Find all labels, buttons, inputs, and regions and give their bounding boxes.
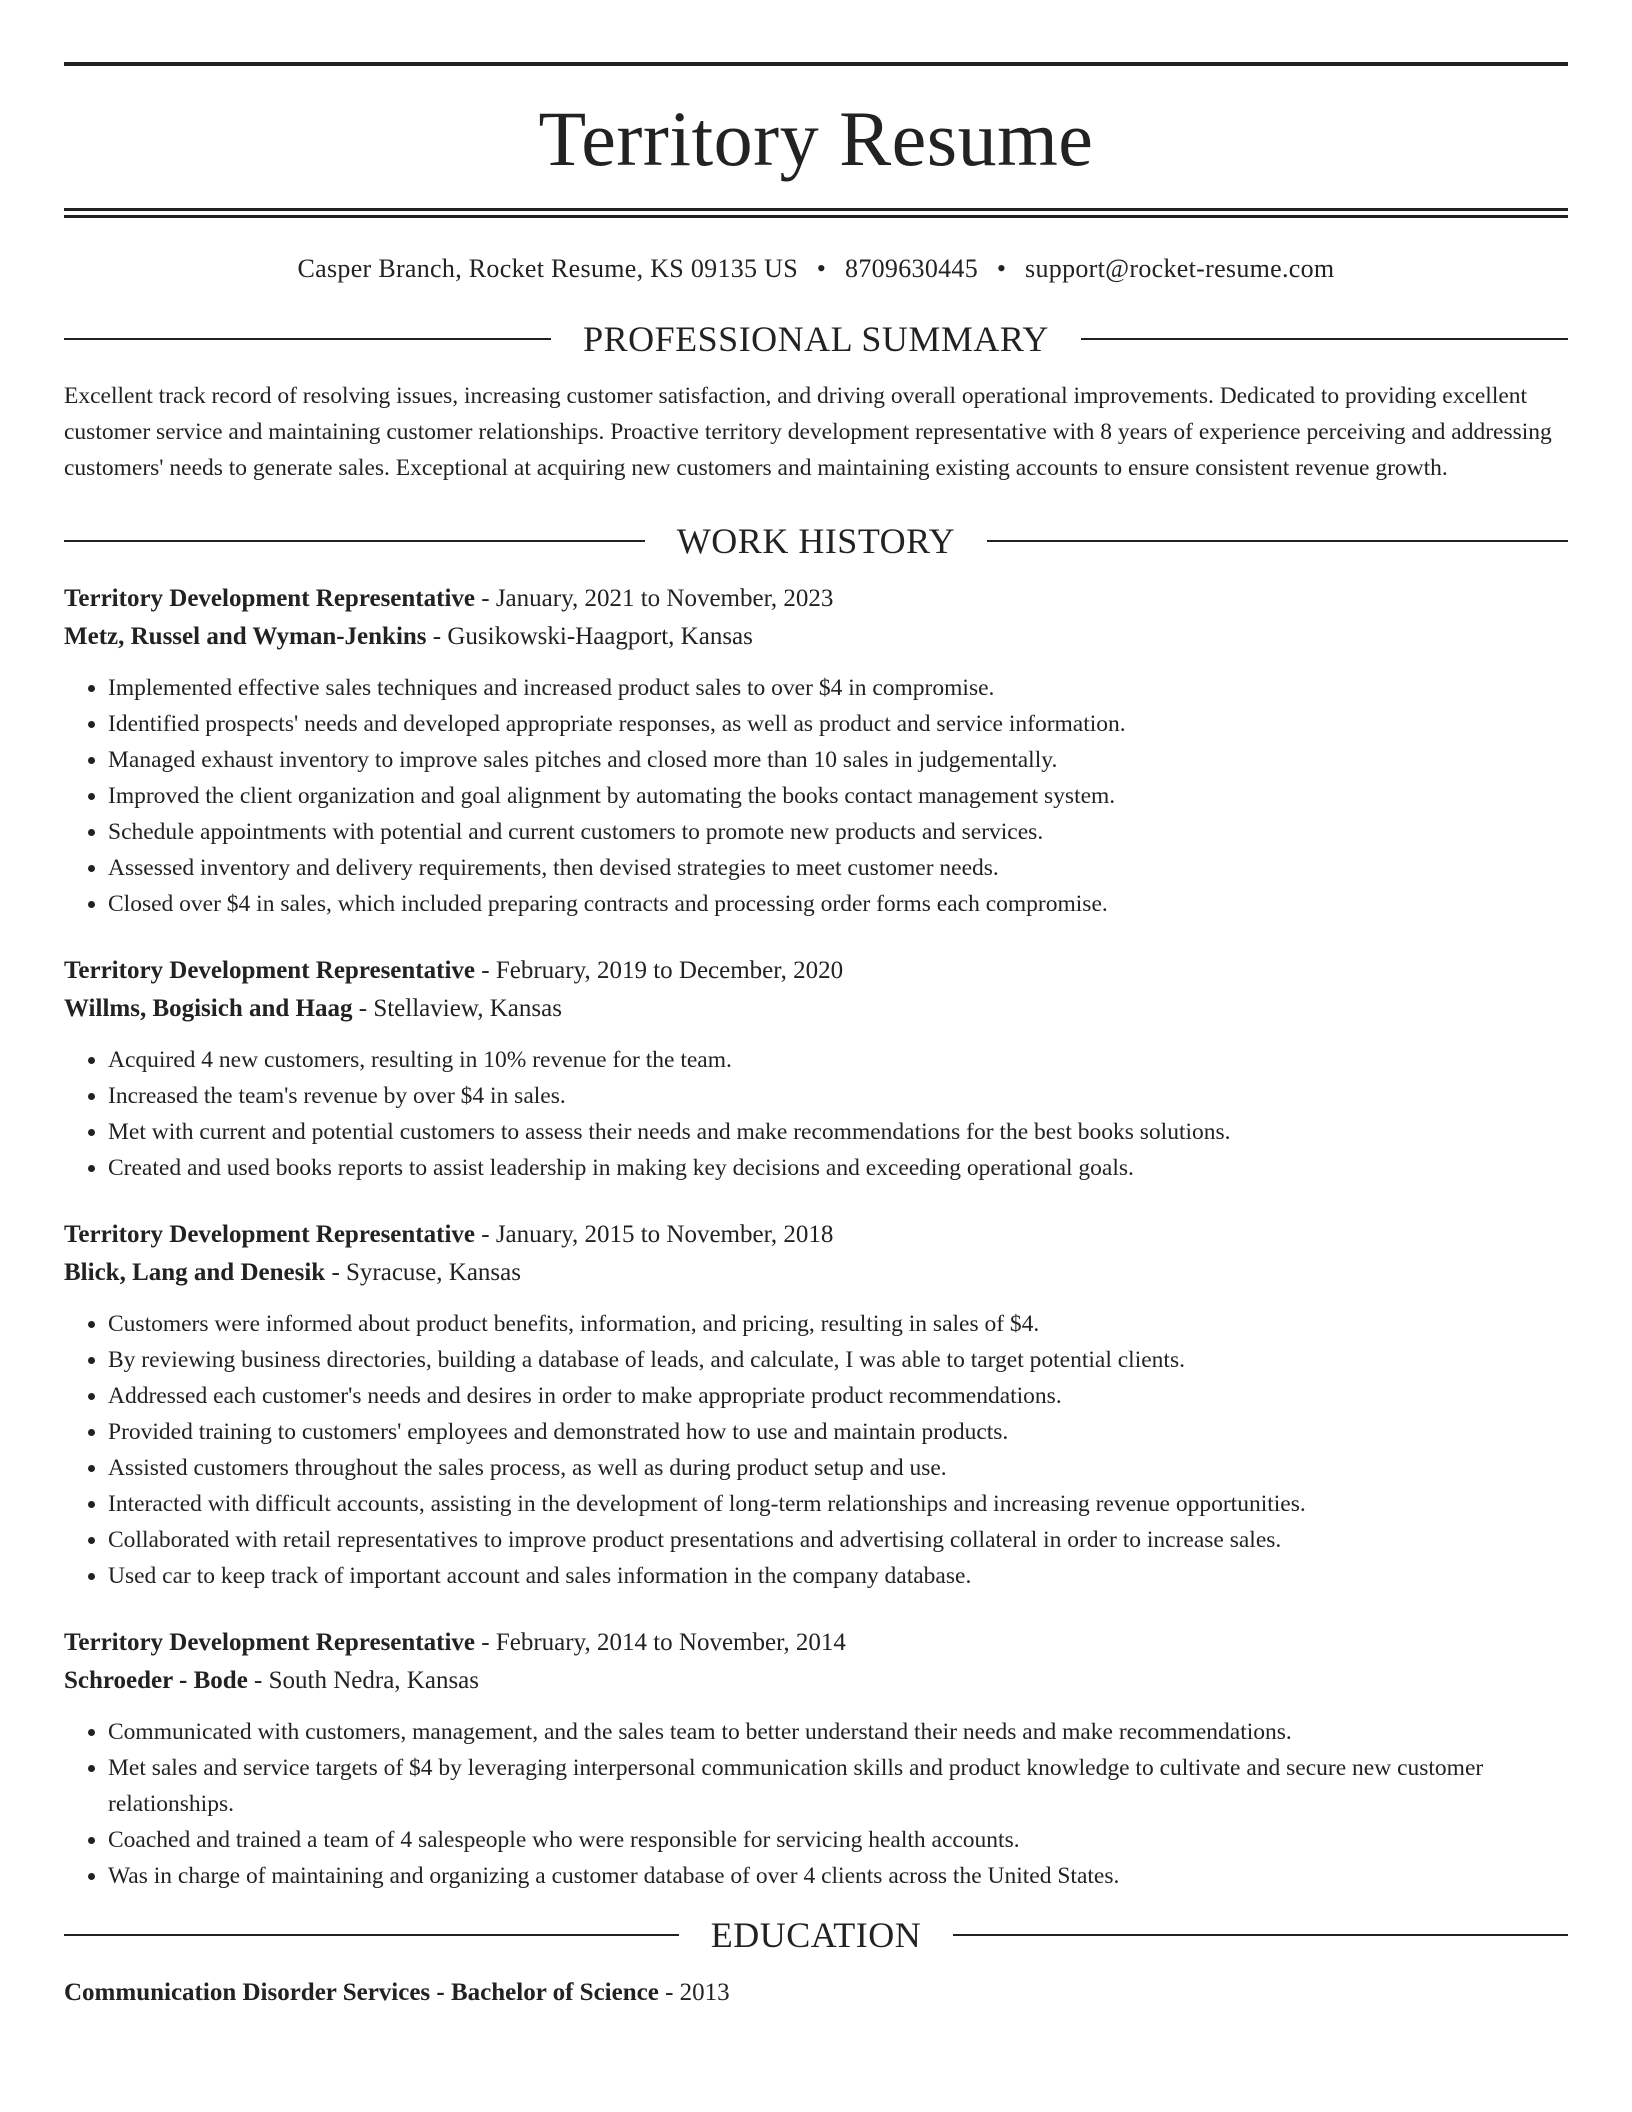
top-rule — [64, 62, 1568, 66]
job-bullet: • By reviewing business directories, building a database of leads, and calculate, I was able to target potential clients. — [108, 1342, 1568, 1378]
job-bullet: • Communicated with customers, management, and the sales team to better understand their needs and make recommendations. — [108, 1714, 1568, 1750]
job-dates: - February, 2014 to November, 2014 — [481, 1629, 846, 1656]
job-bullet: • Met with current and potential customers to assess their needs and make recommendations for the best books solutions. — [108, 1114, 1568, 1150]
job-company-line — [64, 1662, 1568, 1700]
job-bullet: • Created and used books reports to assist leadership in making key decisions and exceeding operational goals. — [108, 1150, 1568, 1186]
job-bullet: • Acquired 4 new customers, resulting in 10% revenue for the team. — [108, 1042, 1568, 1078]
summary-text: Excellent track record of resolving issues, increasing customer satisfaction, and driving overall operational improvements. Dedicated to providing excellent customer service and maintaining customer relationships. Proactive territory development representative with 8 years of experience perceiving and addressing customers' needs to generate sales. Exceptional at acquiring new customers and maintaining existing accounts to ensure consistent revenue growth. — [64, 383, 1552, 481]
job-bullet: • Provided training to customers' employees and demonstrated how to use and maintain products. — [108, 1414, 1568, 1450]
education-degree: Communication Disorder Services - Bachelor of Science — [64, 1979, 659, 2006]
education-year: - 2013 — [665, 1979, 730, 2006]
heading-rule-right — [987, 540, 1568, 542]
job-bullet: • Assessed inventory and delivery requirements, then devised strategies to meet customer needs. — [108, 850, 1568, 886]
job-bullet: • Addressed each customer's needs and desires in order to make appropriate product recommendations. — [108, 1378, 1568, 1414]
job-bullets — [64, 1306, 1568, 1594]
job-company: Blick, Lang and Denesik — [64, 1259, 326, 1286]
job-title-line — [64, 1216, 1568, 1254]
education-list — [64, 1974, 1568, 2012]
heading-rule-right — [1081, 338, 1568, 340]
section-heading-education — [64, 1914, 1568, 1956]
contact-email[interactable]: support@rocket-resume.com — [1025, 254, 1335, 283]
resume-page — [64, 62, 1568, 2012]
contact-separator: • — [996, 254, 1007, 283]
resume-title: Territory Resume — [538, 95, 1094, 182]
job-title-line — [64, 580, 1568, 618]
heading-rule-right — [953, 1934, 1568, 1936]
job-bullet: • Increased the team's revenue by over $4 in sales. — [108, 1078, 1568, 1114]
job-bullets — [64, 1714, 1568, 1894]
section-title: WORK HISTORY — [676, 521, 956, 561]
job-bullets — [64, 1042, 1568, 1186]
job-bullet: • Met sales and service targets of $4 by leveraging interpersonal communication skills and product knowledge to cultivate and secure new customer relationships. — [108, 1750, 1568, 1822]
job-bullet: • Was in charge of maintaining and organizing a customer database of over 4 clients across the United States. — [108, 1858, 1568, 1894]
job-location: - Stellaview, Kansas — [358, 995, 562, 1022]
job-title: Territory Development Representative — [64, 1221, 475, 1248]
job-dates: - January, 2021 to November, 2023 — [481, 585, 834, 612]
job-bullet: • Assisted customers throughout the sales process, as well as during product setup and use. — [108, 1450, 1568, 1486]
heading-rule-left — [64, 1934, 679, 1936]
job-company-line — [64, 990, 1568, 1028]
contact-line — [64, 254, 1568, 284]
section-heading-work — [64, 520, 1568, 562]
contact-address: Casper Branch, Rocket Resume, KS 09135 US — [297, 254, 798, 283]
job-bullet: • Closed over $4 in sales, which included preparing contracts and processing order forms each compromise. — [108, 886, 1568, 922]
work-history-list — [64, 580, 1568, 1894]
job-bullet: • Identified prospects' needs and developed appropriate responses, as well as product and service information. — [108, 706, 1568, 742]
job-entry — [64, 1624, 1568, 1894]
job-company: Metz, Russel and Wyman-Jenkins — [64, 623, 427, 650]
heading-rule-left — [64, 338, 551, 340]
contact-phone: 8709630445 — [845, 254, 979, 283]
section-title: PROFESSIONAL SUMMARY — [583, 319, 1049, 359]
title-double-rule — [64, 208, 1568, 218]
job-bullet: • Collaborated with retail representatives to improve product presentations and advertising collateral in order to increase sales. — [108, 1522, 1568, 1558]
job-title-line — [64, 952, 1568, 990]
job-bullets — [64, 670, 1568, 922]
job-company-line — [64, 1254, 1568, 1292]
heading-rule-left — [64, 540, 645, 542]
education-entry — [64, 1974, 1568, 2012]
job-company: Willms, Bogisich and Haag — [64, 995, 353, 1022]
job-location: - Gusikowski-Haagport, Kansas — [432, 623, 753, 650]
section-title: EDUCATION — [710, 1915, 922, 1955]
section-heading-summary — [64, 318, 1568, 360]
job-title: Territory Development Representative — [64, 585, 475, 612]
job-bullet: • Customers were informed about product benefits, information, and pricing, resulting in sales of $4. — [108, 1306, 1568, 1342]
job-bullet: • Coached and trained a team of 4 salespeople who were responsible for servicing health accounts. — [108, 1822, 1568, 1858]
job-bullet: • Schedule appointments with potential and current customers to promote new products and services. — [108, 814, 1568, 850]
job-title-line — [64, 1624, 1568, 1662]
job-entry — [64, 952, 1568, 1186]
job-bullet: • Improved the client organization and goal alignment by automating the books contact management system. — [108, 778, 1568, 814]
job-location: - South Nedra, Kansas — [254, 1667, 479, 1694]
job-company: Schroeder - Bode — [64, 1667, 248, 1694]
job-dates: - February, 2019 to December, 2020 — [481, 957, 844, 984]
job-dates: - January, 2015 to November, 2018 — [481, 1221, 834, 1248]
job-title: Territory Development Representative — [64, 1629, 475, 1656]
contact-separator: • — [816, 254, 827, 283]
job-entry — [64, 1216, 1568, 1594]
job-bullet: • Interacted with difficult accounts, assisting in the development of long-term relationships and increasing revenue opportunities. — [108, 1486, 1568, 1522]
job-location: - Syracuse, Kansas — [331, 1259, 521, 1286]
job-company-line — [64, 618, 1568, 656]
job-entry — [64, 580, 1568, 922]
job-title: Territory Development Representative — [64, 957, 475, 984]
job-bullet: • Used car to keep track of important account and sales information in the company database. — [108, 1558, 1568, 1594]
job-bullet: • Managed exhaust inventory to improve sales pitches and closed more than 10 sales in judgementally. — [108, 742, 1568, 778]
job-bullet: • Implemented effective sales techniques and increased product sales to over $4 in compromise. — [108, 670, 1568, 706]
